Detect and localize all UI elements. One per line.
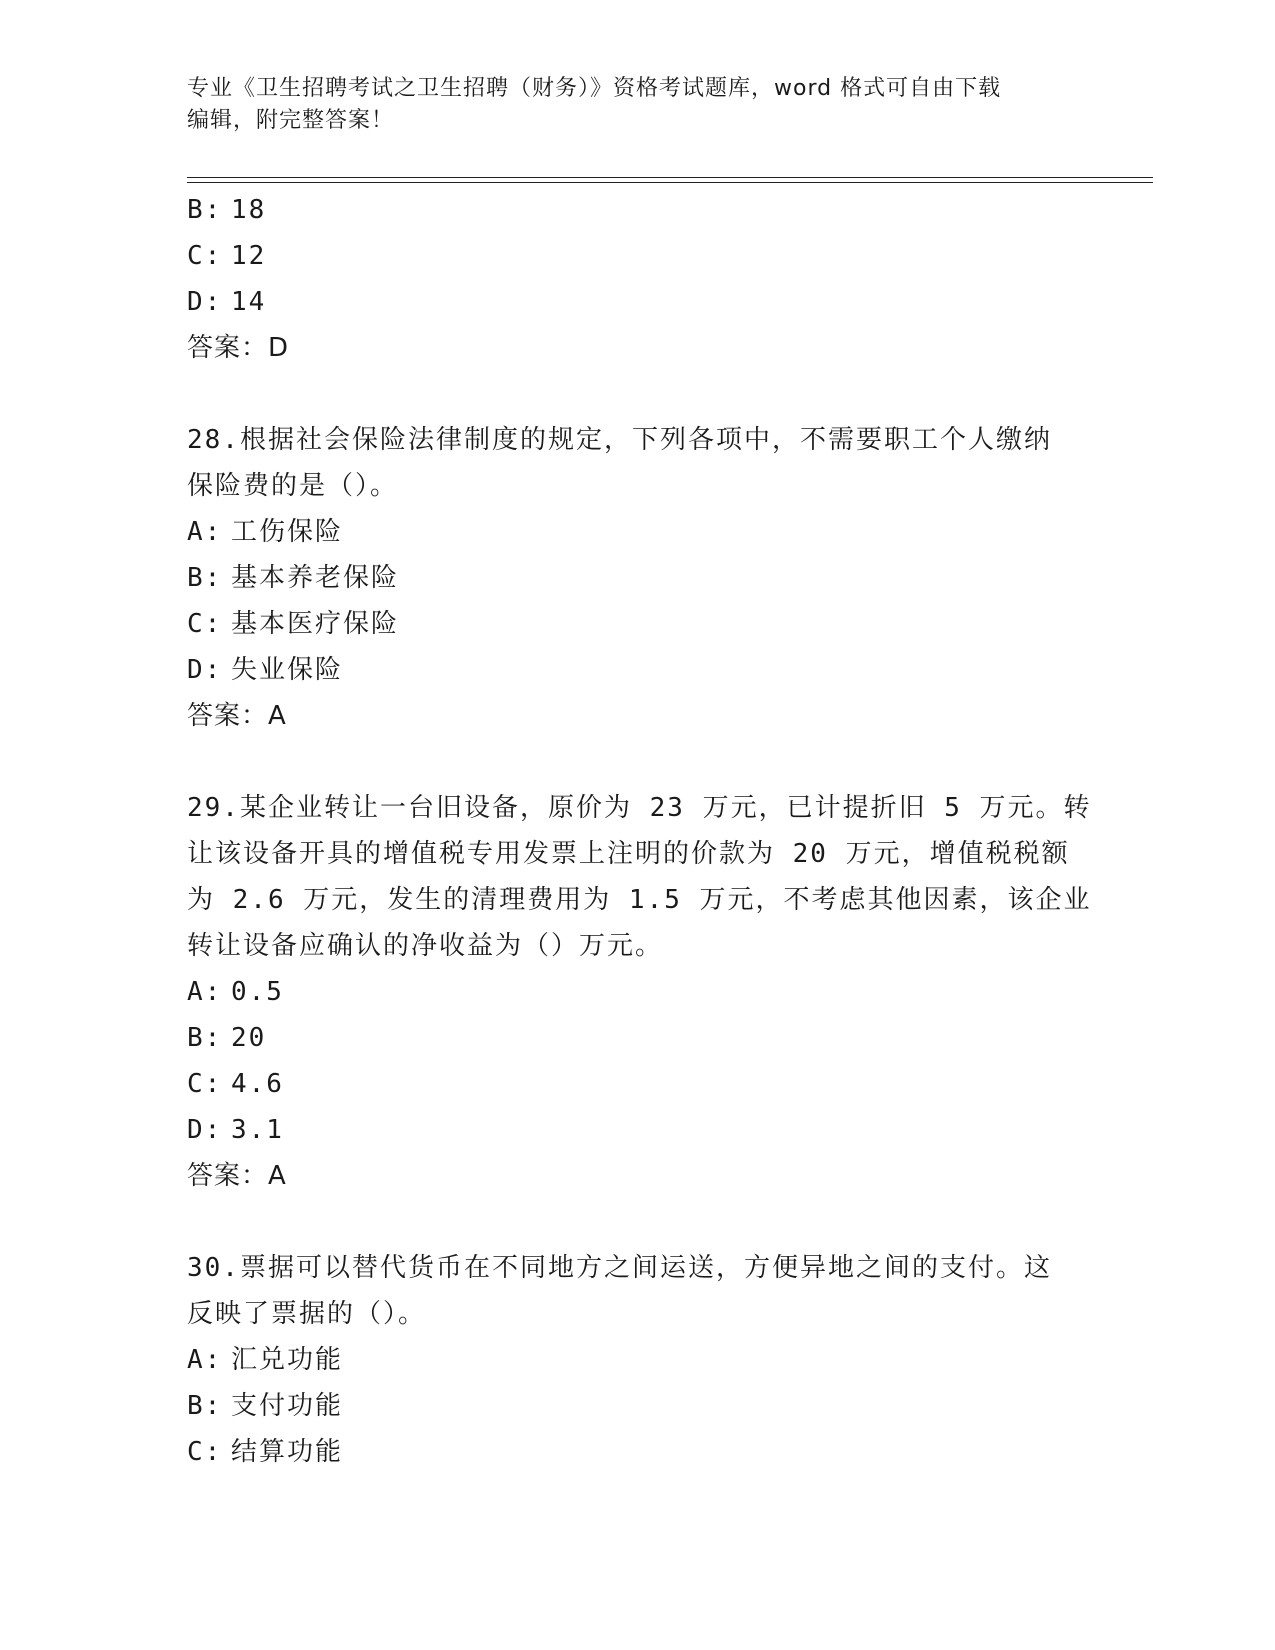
option-c: C: 12 [187, 241, 267, 271]
question-28 [187, 417, 1087, 739]
option-b: B: 20 [187, 1023, 267, 1053]
header-rule-top [187, 177, 1153, 178]
option-b: B: 支付功能 [187, 1391, 344, 1421]
spacer [187, 1199, 1087, 1245]
header-rule-bottom [187, 182, 1153, 183]
question-30 [187, 1245, 1087, 1475]
question-text: 29.某企业转让一台旧设备，原价为 23 万元，已计提折旧 5 万元。转 [187, 793, 1092, 823]
question-text: 转让设备应确认的净收益为（）万元。 [187, 931, 664, 961]
option-c: C: 4.6 [187, 1069, 284, 1099]
answer: 答案：A [187, 1161, 287, 1191]
spacer [187, 371, 1087, 417]
option-c: C: 基本医疗保险 [187, 609, 400, 639]
question-text: 30.票据可以替代货币在不同地方之间运送，方便异地之间的支付。这 [187, 1253, 1052, 1283]
question-text: 为 2.6 万元，发生的清理费用为 1.5 万元，不考虑其他因素，该企业 [187, 885, 1092, 915]
option-b: B: 基本养老保险 [187, 563, 400, 593]
question-29 [187, 785, 1092, 1199]
document-header [187, 73, 1067, 137]
option-d: D: 失业保险 [187, 655, 344, 685]
question-text: 28.根据社会保险法律制度的规定，下列各项中，不需要职工个人缴纳 [187, 425, 1052, 455]
spacer [187, 739, 1087, 785]
option-a: A: 工伤保险 [187, 517, 344, 547]
header-line-1: 专业《卫生招聘考试之卫生招聘（财务）》资格考试题库，word 格式可自由下载 [187, 76, 1002, 101]
prev-question [187, 187, 1087, 371]
option-d: D: 14 [187, 287, 267, 317]
answer: 答案：D [187, 333, 290, 363]
option-d: D: 3.1 [187, 1115, 284, 1145]
question-text: 让该设备开具的增值税专用发票上注明的价款为 20 万元，增值税税额 [187, 839, 1070, 869]
question-text: 保险费的是（）。 [187, 471, 399, 501]
option-c: C: 结算功能 [187, 1437, 344, 1467]
option-b: B: 18 [187, 195, 267, 225]
header-line-2: 编辑，附完整答案！ [187, 108, 395, 133]
question-content [187, 187, 1092, 1475]
option-a: A: 汇兑功能 [187, 1345, 344, 1375]
answer: 答案：A [187, 701, 287, 731]
option-a: A: 0.5 [187, 977, 284, 1007]
question-text: 反映了票据的（）。 [187, 1299, 427, 1329]
